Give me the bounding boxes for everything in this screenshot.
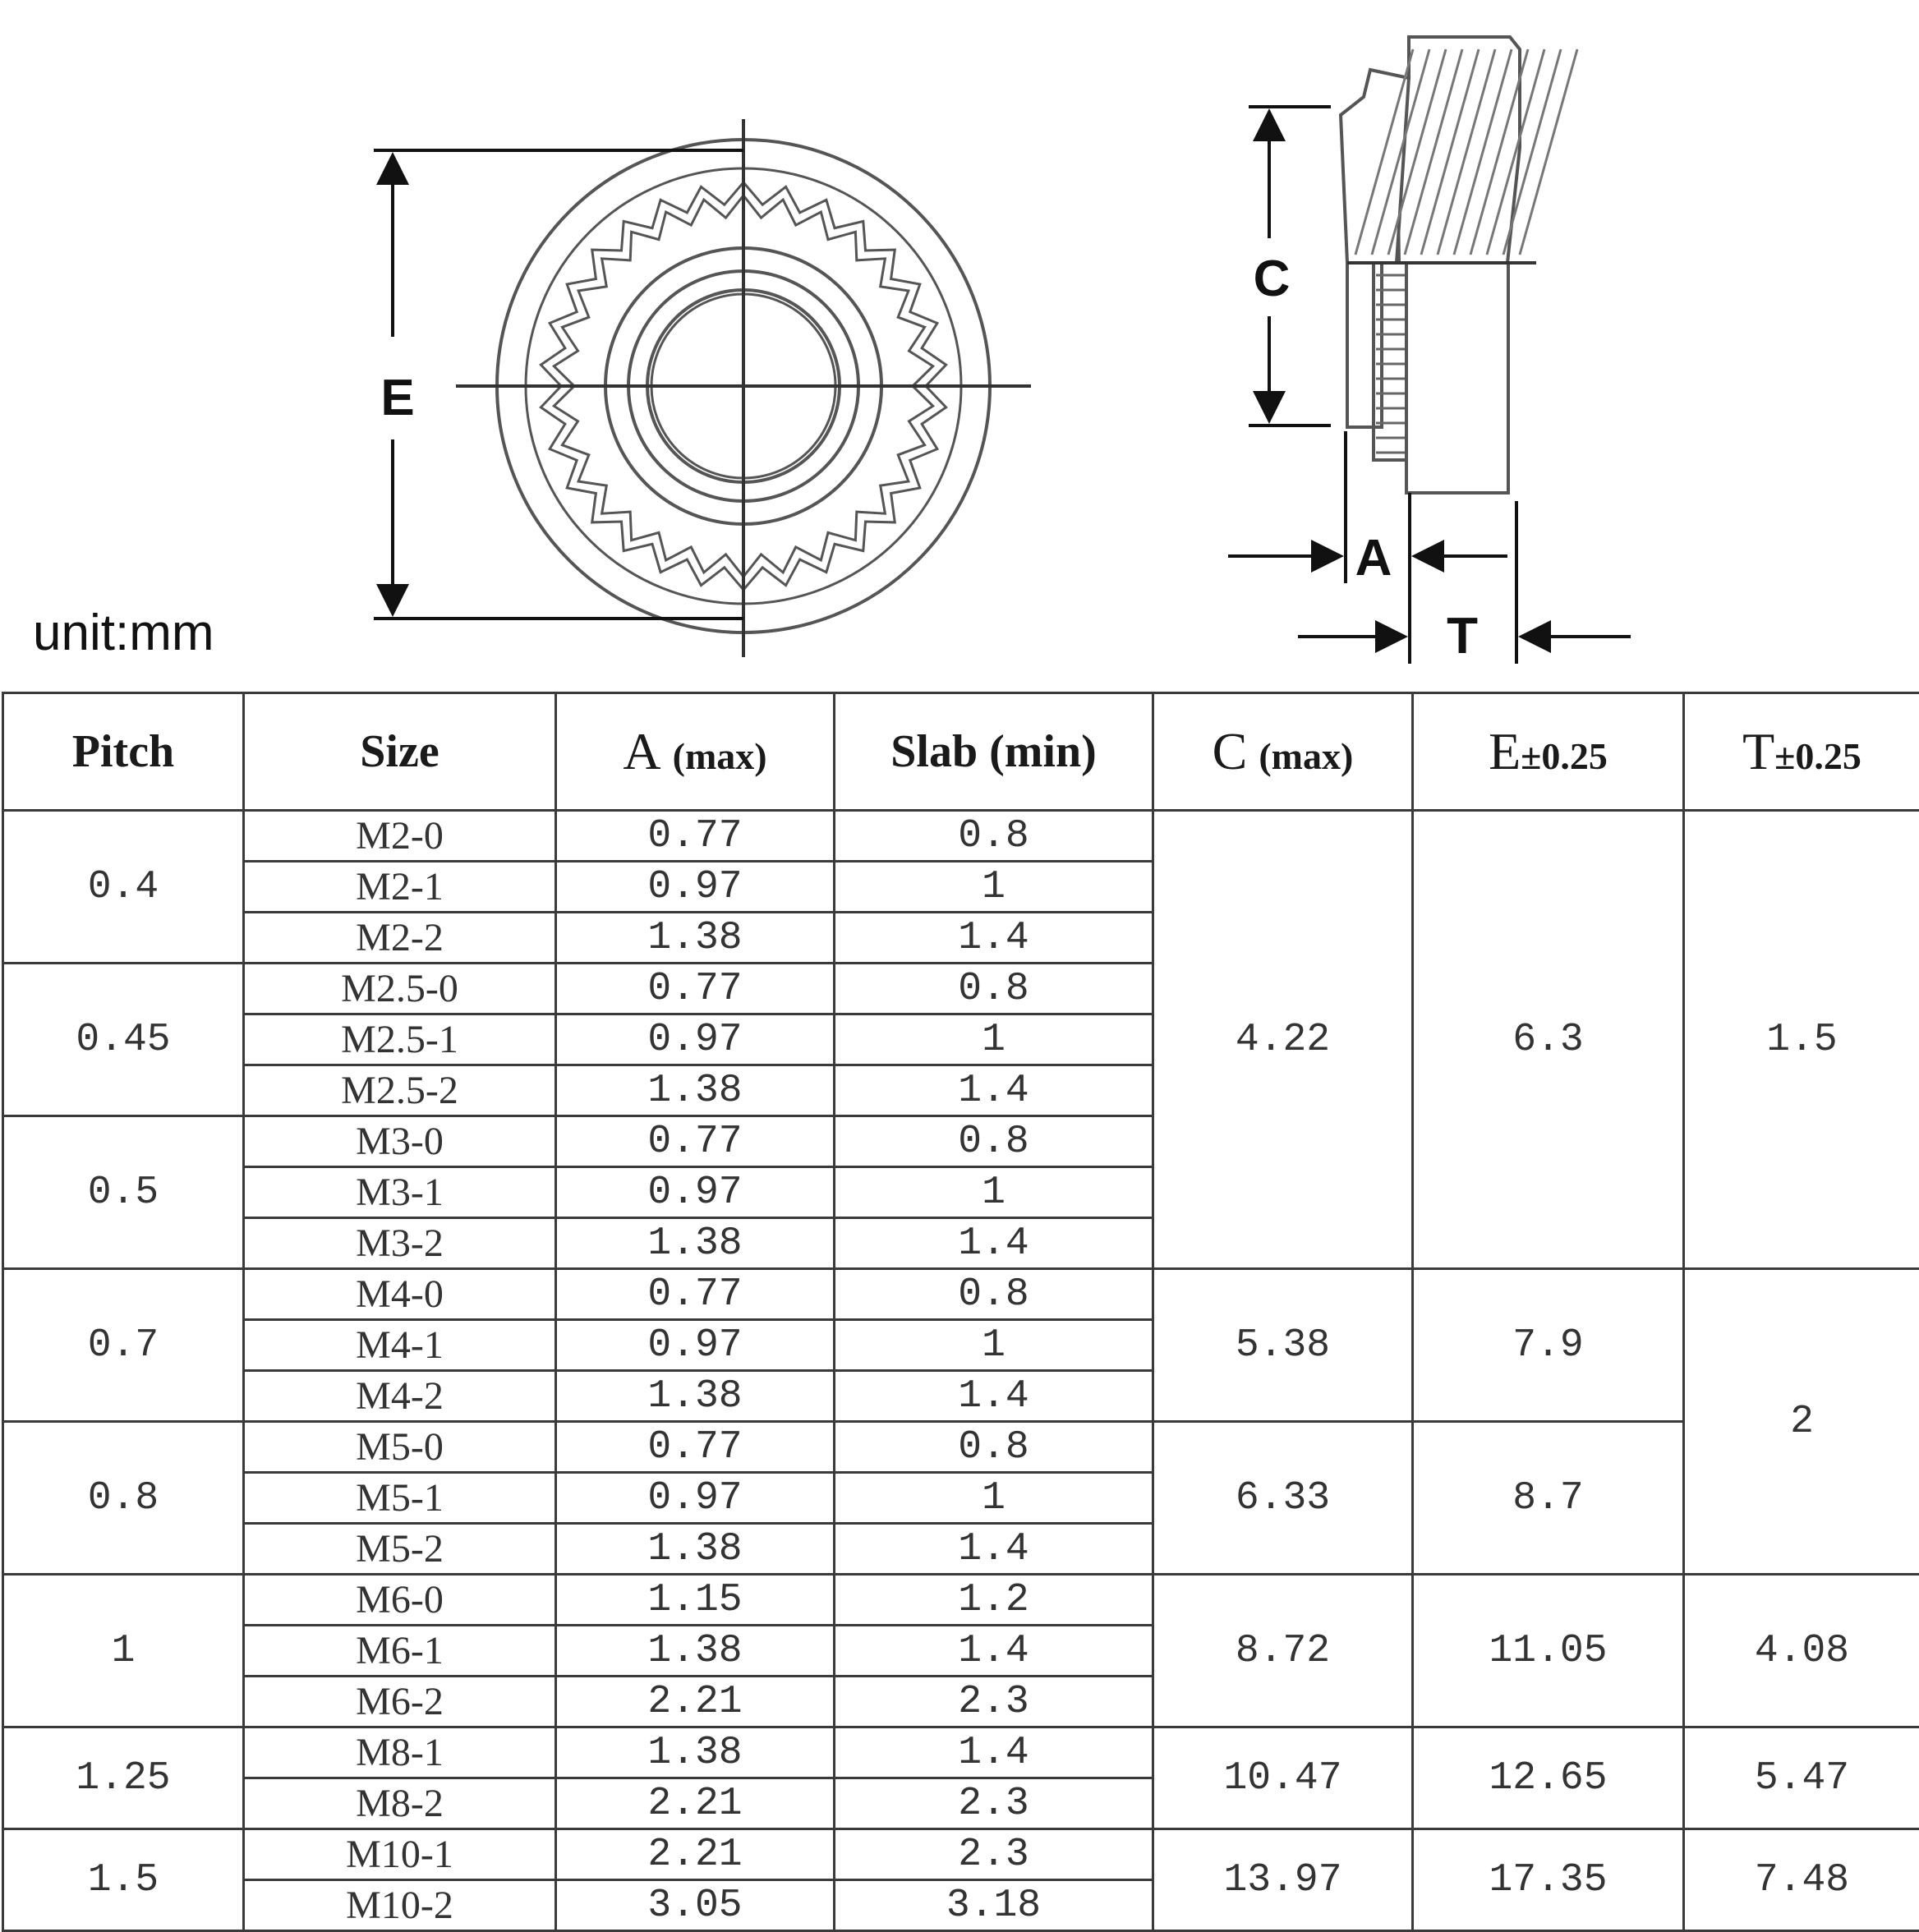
header-row [3,693,1919,811]
header-t [1684,693,1919,811]
slab-cell: 1.4 [835,913,1153,964]
table-row [3,1727,1919,1778]
a-cell: 0.97 [556,1014,835,1065]
size-cell: M2-0 [244,811,556,862]
slab-cell: 0.8 [835,1269,1153,1320]
header-a-symbol: A [623,722,660,780]
c-cell: 10.47 [1153,1727,1413,1829]
pitch-cell: 0.5 [3,1116,244,1269]
slab-cell: 1.4 [835,1218,1153,1269]
size-cell: M8-1 [244,1727,556,1778]
a-cell: 1.15 [556,1575,835,1626]
slab-cell: 2.3 [835,1677,1153,1727]
table-row [3,1422,1919,1473]
front-view [456,119,1031,657]
a-cell: 1.38 [556,1727,835,1778]
spec-table [2,692,1919,1932]
header-size: Size [244,693,556,811]
size-cell: M10-2 [244,1880,556,1931]
a-cell: 2.21 [556,1829,835,1880]
size-cell: M5-0 [244,1422,556,1473]
e-cell: 12.65 [1413,1727,1684,1829]
size-cell: M10-1 [244,1829,556,1880]
slab-cell: 1 [835,1167,1153,1218]
a-cell: 1.38 [556,1626,835,1677]
header-e-symbol: E [1489,722,1521,780]
size-cell: M4-0 [244,1269,556,1320]
header-t-qualifier: ±0.25 [1774,735,1861,777]
header-pitch: Pitch [3,693,244,811]
table-row [3,1575,1919,1626]
slab-cell: 1 [835,1320,1153,1371]
dimension-c-label: C [1254,251,1291,307]
slab-cell: 1.4 [835,1524,1153,1575]
slab-cell: 1 [835,862,1153,913]
a-cell: 0.97 [556,1473,835,1524]
technical-drawing [0,0,1919,674]
slab-cell: 3.18 [835,1880,1153,1931]
slab-cell: 2.3 [835,1778,1153,1829]
e-cell: 8.7 [1413,1422,1684,1575]
table-row [3,1269,1919,1320]
dimension-e-label: E [380,370,414,426]
a-cell: 1.38 [556,1524,835,1575]
t-cell: 5.47 [1684,1727,1919,1829]
table-row [3,1829,1919,1880]
unit-label: unit:mm [33,604,214,662]
slab-cell: 2.3 [835,1829,1153,1880]
pitch-cell: 0.45 [3,964,244,1116]
slab-cell: 0.8 [835,1116,1153,1167]
header-t-symbol: T [1742,722,1774,780]
header-c-qualifier: (max) [1259,735,1353,777]
size-cell: M2-2 [244,913,556,964]
size-cell: M6-0 [244,1575,556,1626]
size-cell: M3-0 [244,1116,556,1167]
slab-cell: 0.8 [835,811,1153,862]
t-cell: 7.48 [1684,1829,1919,1931]
side-view [1341,37,1577,493]
size-cell: M3-2 [244,1218,556,1269]
size-cell: M3-1 [244,1167,556,1218]
c-cell: 5.38 [1153,1269,1413,1422]
slab-cell: 1.4 [835,1371,1153,1422]
c-cell: 6.33 [1153,1422,1413,1575]
header-e [1413,693,1684,811]
hatch-line [1520,49,1577,255]
e-cell: 17.35 [1413,1829,1684,1931]
a-cell: 0.77 [556,811,835,862]
a-cell: 3.05 [556,1880,835,1931]
t-cell: 2 [1684,1269,1919,1575]
c-cell: 13.97 [1153,1829,1413,1931]
slab-cell: 1.4 [835,1626,1153,1677]
size-cell: M2.5-1 [244,1014,556,1065]
header-c [1153,693,1413,811]
pitch-cell: 0.7 [3,1269,244,1422]
a-cell: 2.21 [556,1677,835,1727]
size-cell: M5-1 [244,1473,556,1524]
size-cell: M6-1 [244,1626,556,1677]
pitch-cell: 0.4 [3,811,244,964]
t-cell: 1.5 [1684,811,1919,1269]
a-cell: 0.97 [556,862,835,913]
size-cell: M8-2 [244,1778,556,1829]
pitch-cell: 1.25 [3,1727,244,1829]
slab-cell: 0.8 [835,1422,1153,1473]
slab-cell: 0.8 [835,964,1153,1014]
e-cell: 7.9 [1413,1269,1684,1422]
t-cell: 4.08 [1684,1575,1919,1727]
slab-cell: 1 [835,1014,1153,1065]
pitch-cell: 1 [3,1575,244,1727]
size-cell: M2.5-0 [244,964,556,1014]
pitch-cell: 0.8 [3,1422,244,1575]
a-cell: 0.77 [556,964,835,1014]
size-cell: M2-1 [244,862,556,913]
size-cell: M6-2 [244,1677,556,1727]
slab-cell: 1.4 [835,1727,1153,1778]
header-a-qualifier: (max) [673,735,767,777]
a-cell: 0.97 [556,1167,835,1218]
slab-cell: 1.2 [835,1575,1153,1626]
a-cell: 0.77 [556,1269,835,1320]
size-cell: M2.5-2 [244,1065,556,1116]
slab-cell: 1.4 [835,1065,1153,1116]
a-cell: 1.38 [556,1371,835,1422]
table-row [3,811,1919,862]
c-cell: 4.22 [1153,811,1413,1269]
c-cell: 8.72 [1153,1575,1413,1727]
e-cell: 6.3 [1413,811,1684,1269]
size-cell: M4-1 [244,1320,556,1371]
pitch-cell: 1.5 [3,1829,244,1931]
dimension-t-label: T [1447,608,1478,665]
size-cell: M4-2 [244,1371,556,1422]
a-cell: 0.77 [556,1116,835,1167]
a-cell: 0.77 [556,1422,835,1473]
header-slab: Slab (min) [835,693,1153,811]
slab-cell: 1 [835,1473,1153,1524]
e-cell: 11.05 [1413,1575,1684,1727]
a-cell: 1.38 [556,913,835,964]
a-cell: 2.21 [556,1778,835,1829]
header-e-qualifier: ±0.25 [1521,735,1608,777]
a-cell: 1.38 [556,1218,835,1269]
header-c-symbol: C [1213,722,1248,780]
header-a [556,693,835,811]
dimension-a-label: A [1355,530,1392,586]
a-cell: 1.38 [556,1065,835,1116]
size-cell: M5-2 [244,1524,556,1575]
a-cell: 0.97 [556,1320,835,1371]
